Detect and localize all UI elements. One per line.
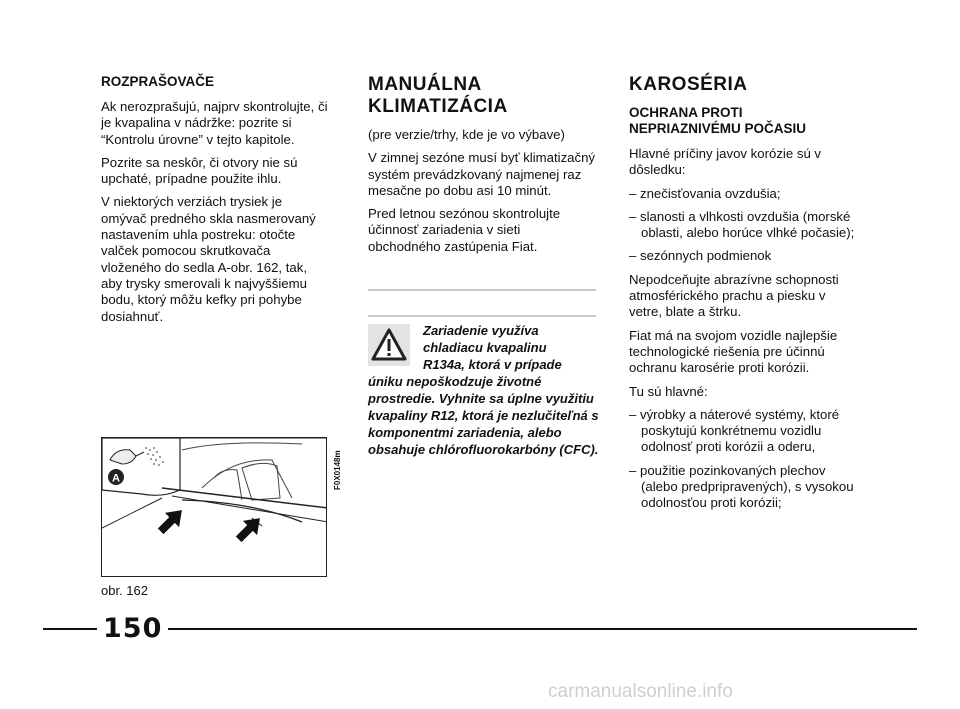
warning-line: R134a, ktorá v prípade [423,357,562,372]
arrow-icon [154,503,189,538]
arrow-icon [232,511,267,546]
section-heading-bodywork: KAROSÉRIA [629,74,748,95]
warning-line: chladiacu kvapalinu [423,340,547,355]
paragraph: Tu sú hlavné: [629,383,708,399]
column-bodywork [629,74,859,519]
callout-a-label: A [112,472,120,485]
heading-line: KLIMATIZÁCIA [368,96,508,117]
warning-triangle-icon [368,324,410,366]
column-sprayers [101,74,331,332]
column-air-conditioning [368,74,596,262]
windshield-washer-illustration [102,438,327,577]
subheading-weather-protection [629,105,859,137]
list-item: – znečisťovania ovzdušia; [629,185,781,201]
list-item: – sezónnych podmienok [629,248,772,264]
section-heading-sprayers: ROZPRAŠOVAČE [101,74,215,89]
footer-rule [43,628,917,630]
paragraph: V niektorých verziách trysiek je omývač predného skla nasmerovaný nastavením uhla postreku: otočte valček pomocou skrutkovača vloženého do sedla A-obr. 162, tak, aby trysky smerovali k najvyššiemu bodu, ktorý môžu kefky pri pohybe dosiahnuť. [101,194,316,324]
page-number-box [97,614,168,644]
paragraph: Hlavné príčiny javov korózie sú v dôsledku: [629,146,822,178]
paragraph: Fiat má na svojom vozidle najlepšie technologické riešenia pre účinnú ochranu karosérie proti korózii. [629,327,838,376]
divider [368,315,596,317]
divider [368,289,596,291]
figure-162-illustration [101,437,327,577]
subheading-line: NEPRIAZNIVÉMU POČASIU [629,121,807,136]
list-item: – výrobky a náterové systémy, ktoré poskytujú konkrétnemu vozidlu odolnosť proti korózii a oderu, [629,406,840,455]
warning-body: úniku nepoškodzuje životné prostredie. Vyhnite sa úplne využitiu kvapaliny R12, ktorá je nezlučiteľná s komponentmi zariadenia, alebo obsahuje chlórofluorokarbóny (CFC). [368,374,599,457]
warning-note [368,322,600,458]
figure-code-text: F0X0148m [333,450,342,490]
section-heading-air-conditioning [368,74,596,118]
paragraph: Pred letnou sezónou skontrolujte účinnosť zariadenia v sieti obchodného zastúpenia Fiat. [368,206,561,254]
subheading-line: OCHRANA PROTI [629,105,743,120]
paragraph: (pre verzie/trhy, kde je vo výbave) [368,127,565,142]
list-item: – slanosti a vlhkosti ovzdušia (morské oblasti, alebo horúce vlhké počasie); [629,208,855,241]
figure-code [330,432,344,492]
heading-line: MANUÁLNA [368,74,482,95]
paragraph: Ak nerozprašujú, najprv skontrolujte, či je kvapalina v nádržke: pozrite si “Kontrolu úrovne” v tejto kapitole. [101,99,328,147]
watermark: carmanualsonline.info [548,681,733,702]
paragraph: Nepodceňujte abrazívne schopnosti atmosférického prachu a piesku v vetre, blate a štrku. [629,271,839,320]
warning-line: Zariadenie využíva [423,323,539,338]
paragraph: Pozrite sa neskôr, či otvory nie sú upchaté, prípadne použite ihlu. [101,154,298,187]
list-item: – použitie pozinkovaných plechov (alebo predpripravených), s vysokou odolnosťou proti korózii; [629,462,854,511]
figure-caption: obr. 162 [101,583,148,598]
paragraph: V zimnej sezóne musí byť klimatizačný systém prevádzkovaný najmenej raz mesačne po dobu asi 10 minút. [368,150,596,198]
page-number: 150 [103,613,163,644]
